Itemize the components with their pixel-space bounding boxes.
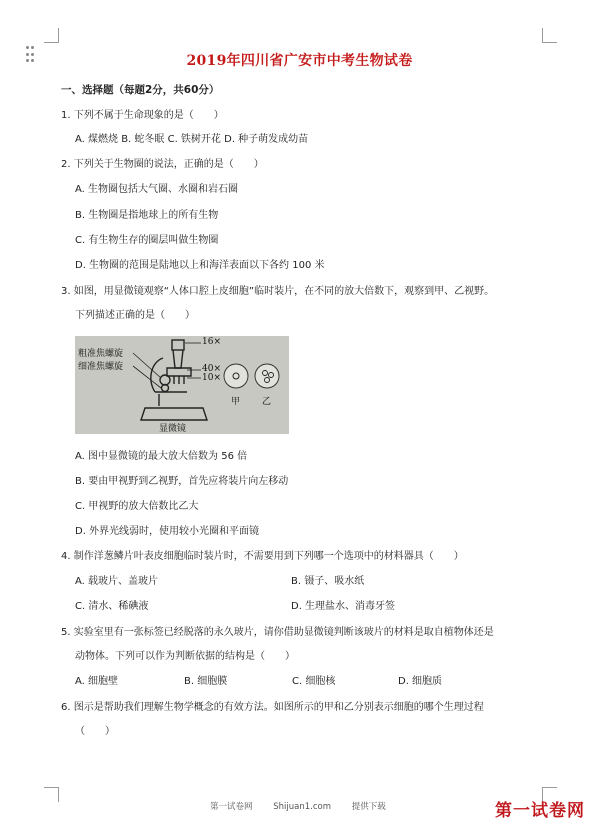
question-5-option-c: C. 细胞核 <box>292 676 336 687</box>
label-coarse-focus: 粗准焦螺旋 <box>78 349 124 359</box>
question-3-option-c: C. 甲视野的放大倍数比乙大 <box>75 501 199 512</box>
question-4-option-b: B. 镊子、吸水纸 <box>291 576 365 587</box>
question-4-option-a: A. 载玻片、盖玻片 <box>75 576 159 587</box>
label-fine-focus: 细准焦螺旋 <box>78 362 124 372</box>
label-10x: 10× <box>202 373 221 383</box>
label-40x: 40× <box>202 364 221 374</box>
question-2-option-b: B. 生物圈是指地球上的所有生物 <box>75 210 219 221</box>
question-2-option-a: A. 生物圈包括大气圈、水圈和岩石圈 <box>75 184 239 195</box>
question-6-stem-line1: 6. 图示是帮助我们理解生物学概念的有效方法。如图所示的甲和乙分别表示细胞的哪个生理过程 <box>61 702 484 713</box>
question-3-option-d: D. 外界光线弱时，使用较小光圈和平面镜 <box>75 526 260 537</box>
page-footer <box>210 800 404 812</box>
question-5-option-d: D. 细胞质 <box>398 676 443 687</box>
footer-download: 提供下载 <box>351 802 386 812</box>
question-4-stem: 4. 制作洋葱鳞片叶表皮细胞临时装片时，不需要用到下列哪一个选项中的材料器具（ ） <box>61 551 464 562</box>
margin-corner-top-right <box>542 28 557 43</box>
question-1-stem: 1. 下列不属于生命现象的是（ ） <box>61 110 224 121</box>
question-3-stem-line1: 3. 如图，用显微镜观察“人体口腔上皮细胞”临时装片，在不同的放大倍数下，观察到甲、乙视野。 <box>61 286 495 297</box>
label-microscope: 显微镜 <box>159 424 187 434</box>
question-3-option-b: B. 要由甲视野到乙视野，首先应将装片向左移动 <box>75 476 289 487</box>
label-jia: 甲 <box>231 397 241 407</box>
question-2-option-d: D. 生物圈的范围是陆地以上和海洋表面以下各约 100 米 <box>75 260 325 271</box>
page-title: 2019年四川省广安市中考生物试卷 <box>186 53 413 69</box>
label-16x: 16× <box>202 337 221 347</box>
question-4-option-d: D. 生理盐水、消毒牙签 <box>291 601 396 612</box>
question-5-stem-line2: 动物体。下列可以作为判断依据的结构是（ ） <box>75 651 295 662</box>
watermark-logo: 第一试卷网 <box>495 801 585 821</box>
microscope-figure <box>75 336 289 434</box>
question-3-stem-line2: 下列描述正确的是（ ） <box>75 310 195 321</box>
question-6-stem-line2: （ ） <box>75 726 115 737</box>
section-heading: 一、选择题（每题2分，共60分） <box>61 84 220 96</box>
question-5-option-a: A. 细胞壁 <box>75 676 119 687</box>
footer-url[interactable]: Shijuan1.com <box>273 802 331 812</box>
margin-corner-bottom-left <box>44 787 59 802</box>
label-yi: 乙 <box>262 397 272 407</box>
question-2-stem: 2. 下列关于生物圈的说法，正确的是（ ） <box>61 159 264 170</box>
question-5-stem-line1: 5. 实验室里有一张标签已经脱落的永久玻片，请你借助显微镜判断该玻片的材料是取自植物体还是 <box>61 627 494 638</box>
question-2-option-c: C. 有生物生存的圈层叫做生物圈 <box>75 235 219 246</box>
question-1-options: A. 煤燃烧 B. 蛇冬眠 C. 铁树开花 D. 种子萌发成幼苗 <box>75 134 309 145</box>
margin-corner-top-left <box>44 28 59 43</box>
question-5-option-b: B. 细胞膜 <box>184 676 228 687</box>
footer-site: 第一试卷网 <box>210 802 253 812</box>
question-3-option-a: A. 图中显微镜的最大放大倍数为 56 倍 <box>75 451 248 462</box>
question-4-option-c: C. 清水、稀碘液 <box>75 601 149 612</box>
